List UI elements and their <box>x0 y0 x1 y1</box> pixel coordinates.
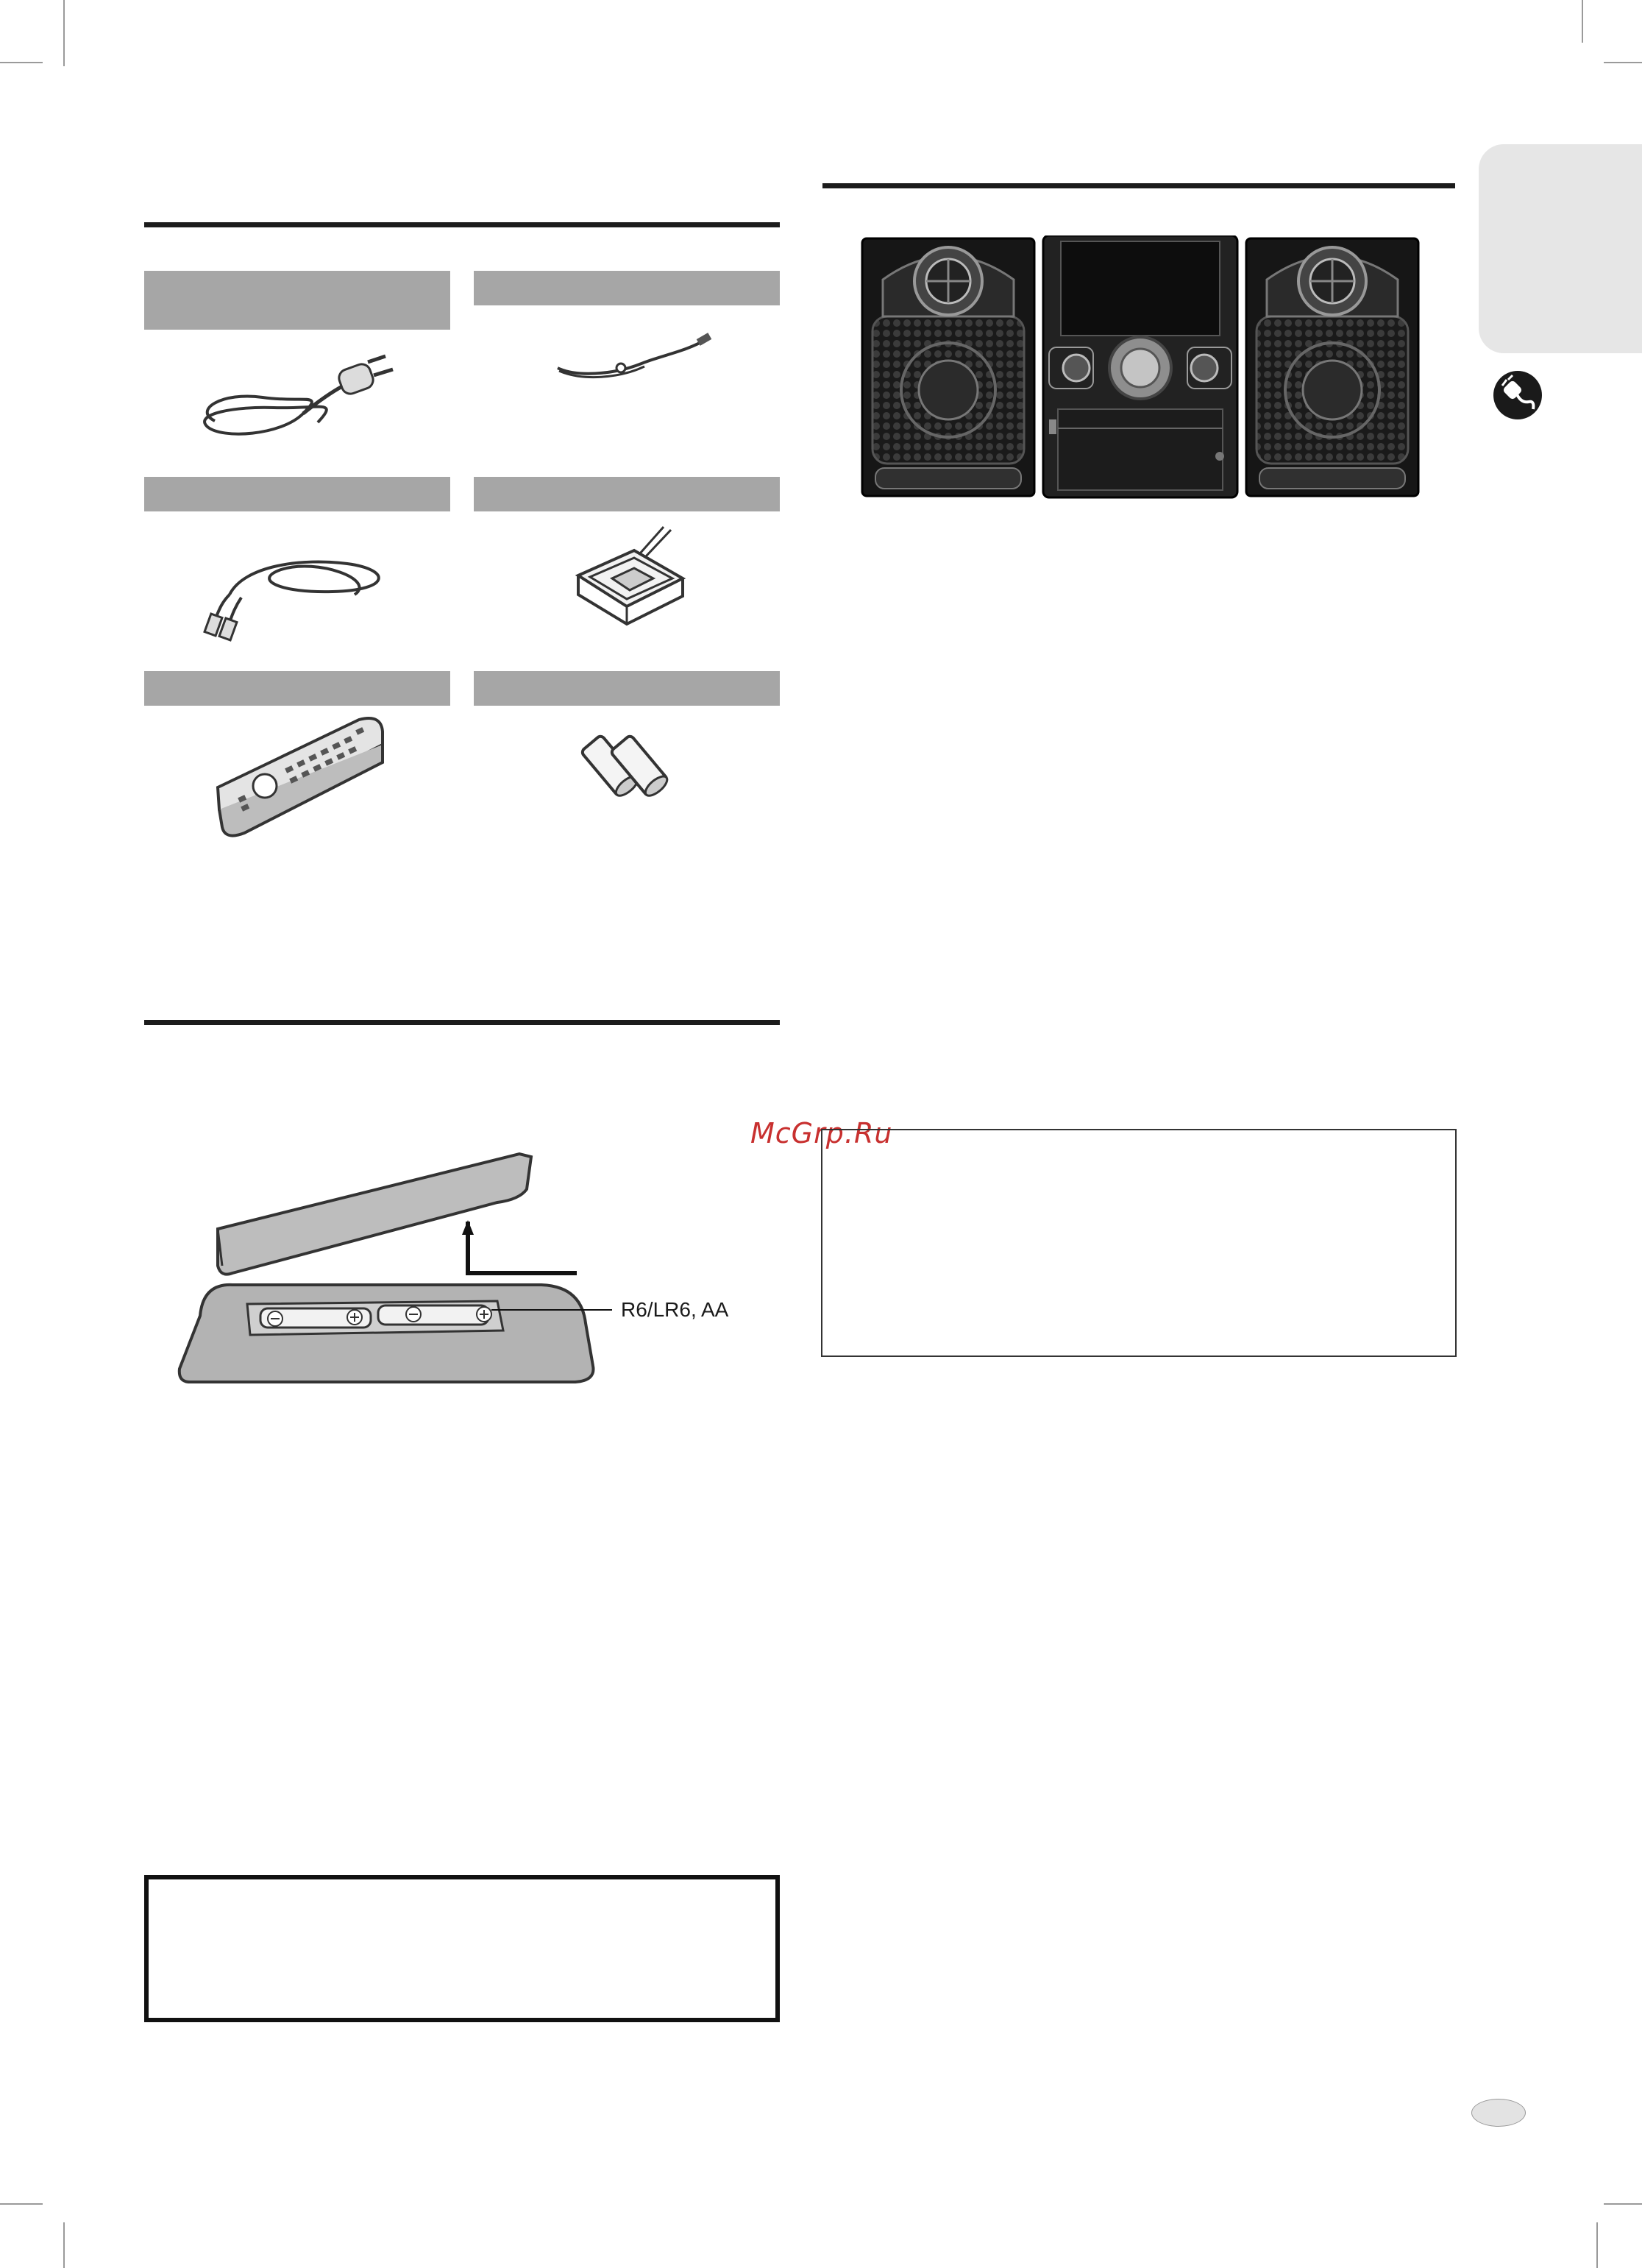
remote-section-rule <box>144 1020 780 1025</box>
crop-mark <box>0 62 43 63</box>
watermark: McGrp.Ru <box>750 1117 893 1149</box>
am-loop-antenna-icon <box>553 524 700 636</box>
note-box-left <box>144 1875 780 2022</box>
unit-section-rule <box>822 183 1455 188</box>
audio-cable-icon <box>200 543 399 642</box>
accessory-header-audio-cable <box>144 477 450 511</box>
language-tab <box>1479 144 1642 353</box>
accessory-header-fm-antenna <box>474 271 780 305</box>
stereo-system-illustration <box>861 235 1420 500</box>
batteries-icon <box>575 720 678 801</box>
crop-mark <box>1596 2222 1598 2268</box>
fm-antenna-icon <box>553 333 717 386</box>
accessory-header-am-loop-antenna <box>474 477 780 511</box>
crop-mark <box>0 2203 43 2205</box>
page-number-badge <box>1471 2099 1526 2127</box>
plug-icon <box>1492 369 1543 421</box>
power-cord-icon <box>193 340 406 447</box>
crop-mark <box>63 2222 65 2268</box>
battery-insertion-illustration <box>174 1148 615 1391</box>
crop-mark <box>63 0 65 66</box>
remote-control-icon <box>212 715 388 840</box>
main-unit <box>1043 235 1237 497</box>
accessory-header-power-cord <box>144 271 450 330</box>
accessories-section-rule <box>144 222 780 227</box>
battery-type-label: R6/LR6, AA <box>621 1298 729 1321</box>
left-speaker <box>862 238 1034 496</box>
accessory-header-remote-control <box>144 671 450 706</box>
right-speaker <box>1246 238 1418 496</box>
note-box-right <box>821 1129 1457 1357</box>
accessory-header-batteries <box>474 671 780 706</box>
crop-mark <box>1582 0 1583 43</box>
crop-mark <box>1604 2203 1642 2205</box>
crop-mark <box>1604 62 1642 63</box>
